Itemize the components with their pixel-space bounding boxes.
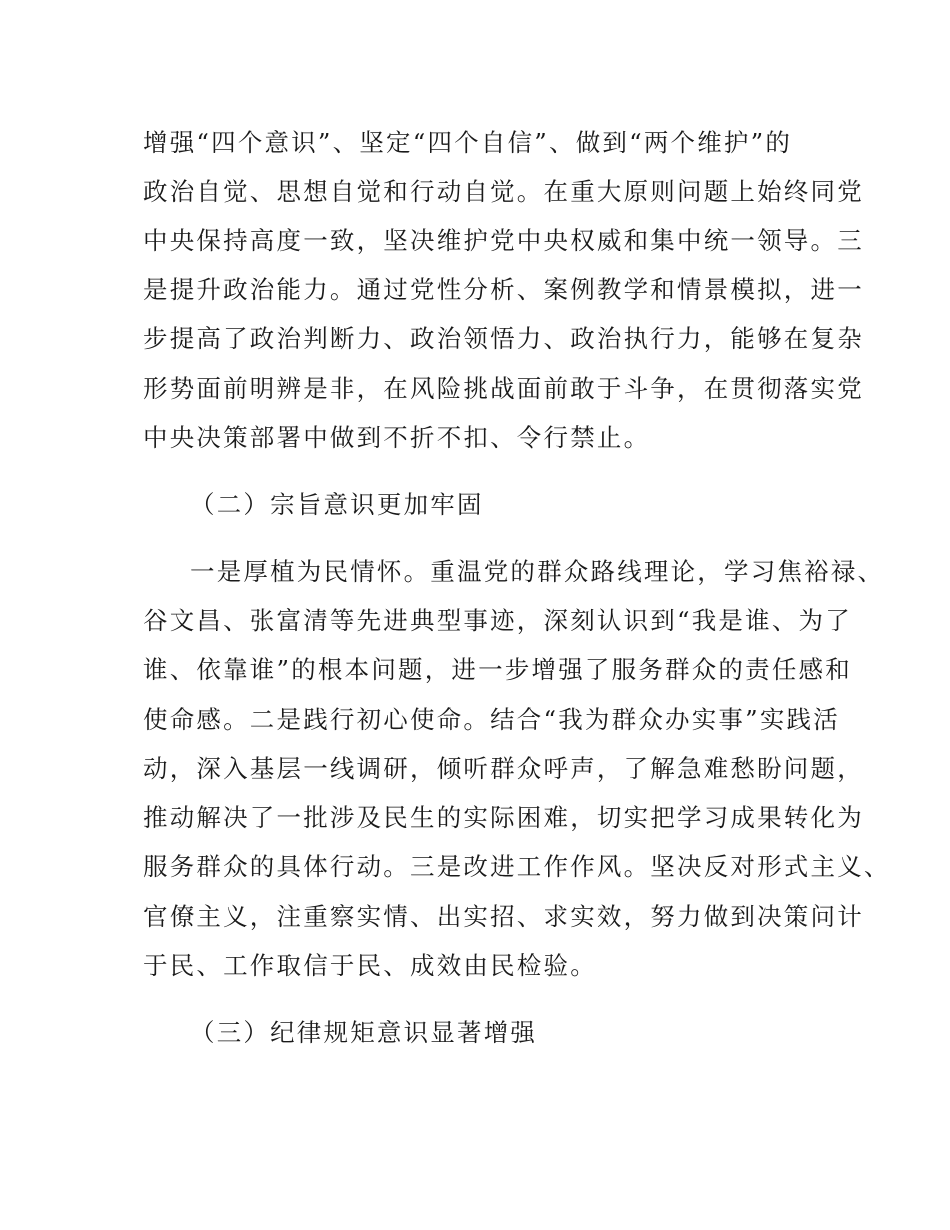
paragraph-1-line-1: 增强“四个意识”、坚定“四个自信”、做到“两个维护”的 [143, 128, 793, 157]
paragraph-2-line-3: 谁、依靠谁”的根本问题，进一步增强了服务群众的责任感和 [143, 655, 852, 684]
paragraph-1-line-2: 政治自觉、思想自觉和行动自觉。在重大原则问题上始终同党 [143, 177, 864, 206]
section-heading-2: （二）宗旨意识更加牢固 [190, 490, 484, 519]
paragraph-2-line-4: 使命感。二是践行初心使命。结合“我为群众办实事”实践活 [143, 705, 840, 734]
paragraph-1-line-5: 步提高了政治判断力、政治领悟力、政治执行力，能够在复杂 [143, 324, 864, 353]
paragraph-2-line-1: 一是厚植为民情怀。重温党的群众路线理论，学习焦裕禄、 [190, 557, 885, 586]
paragraph-1-line-4: 是提升政治能力。通过党性分析、案例教学和情景模拟，进一 [143, 275, 864, 304]
paragraph-2-line-5: 动，深入基层一线调研，倾听群众呼声，了解急难愁盼问题， [143, 754, 864, 783]
paragraph-1-line-7: 中央决策部署中做到不折不扣、令行禁止。 [143, 423, 651, 452]
paragraph-2-line-2: 谷文昌、张富清等先进典型事迹，深刻认识到“我是谁、为了 [143, 606, 852, 635]
section-heading-3: （三）纪律规矩意识显著增强 [190, 1018, 538, 1047]
paragraph-2-line-7: 服务群众的具体行动。三是改进工作作风。坚决反对形式主义、 [143, 852, 891, 881]
paragraph-2-line-6: 推动解决了一批涉及民生的实际困难，切实把学习成果转化为 [143, 803, 864, 832]
paragraph-1-line-3: 中央保持高度一致，坚决维护党中央权威和集中统一领导。三 [143, 226, 864, 255]
paragraph-1-line-6: 形势面前明辨是非，在风险挑战面前敢于斗争，在贯彻落实党 [143, 374, 864, 403]
paragraph-2-line-8: 官僚主义，注重察实情、出实招、求实效，努力做到决策问计 [143, 902, 864, 931]
paragraph-2-line-9: 于民、工作取信于民、成效由民检验。 [143, 951, 597, 980]
